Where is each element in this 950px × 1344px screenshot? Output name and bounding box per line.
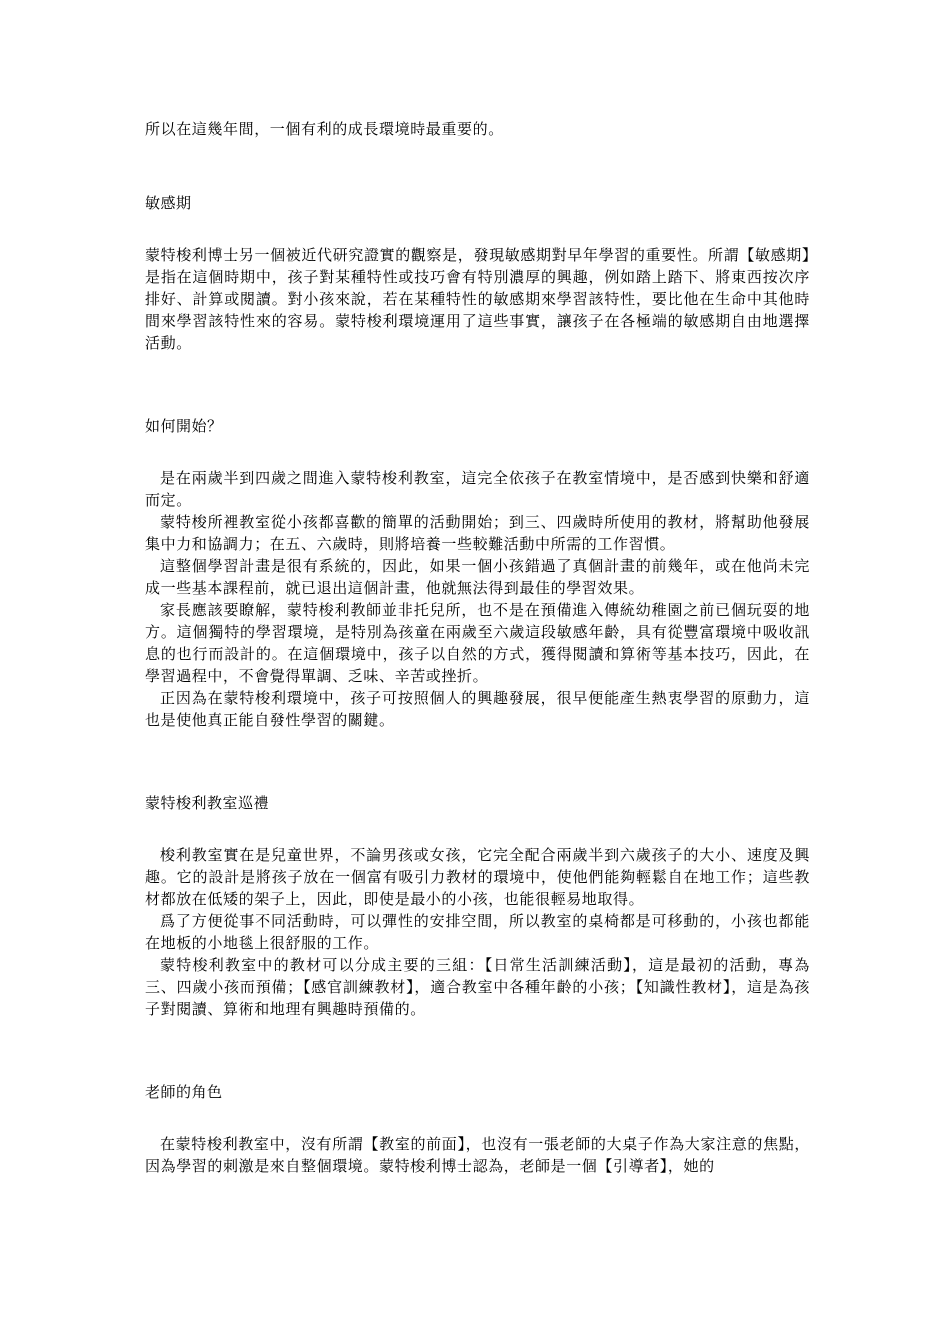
- paragraph-sensitive-1: 蒙特梭利博士另一個被近代研究證實的觀察是，發現敏感期對早年學習的重要性。所謂【敏感期】是指在這個時期中，孩子對某種特性或技巧會有特別濃厚的興趣，例如踏上踏下、將東西按次序排好、計算或閱讀。對小孩來說，若在某種特性的敏感期來學習該特性，要比他在生命中其他時間來學習該特性來的容易。蒙特梭利環境運用了這些事實，讓孩子在各極端的敏感期自由地選擇活動。: [145, 246, 810, 352]
- section-title-how-to-start: 如何開始？: [145, 417, 223, 435]
- paragraph-tour-2: 爲了方便從事不同活動時，可以彈性的安排空間，所以教室的桌椅都是可移動的，小孩也都能在地板的小地毯上很舒服的工作。: [145, 912, 810, 952]
- section-title-teacher-role: 老師的角色: [145, 1083, 223, 1101]
- paragraph-start-3: 這整個學習計畫是很有系統的，因此，如果一個小孩錯過了真個計畫的前幾年，或在他尚未完成一些基本課程前，就已退出這個計畫，他就無法得到最佳的學習效果。: [145, 557, 810, 597]
- section-title-sensitive-period: 敏感期: [145, 194, 192, 212]
- paragraph-tour-1: 梭利教室實在是兒童世界，不論男孩或女孩，它完全配合兩歲半到六歲孩子的大小、速度及興趣。它的設計是將孩子放在一個富有吸引力教材的環境中，使他們能夠輕鬆自在地工作；這些教材都放在低矮的架子上，因此，即使是最小的小孩，也能很輕易地取得。: [145, 846, 810, 908]
- paragraph-start-4: 家長應該要瞭解，蒙特梭利教師並非托兒所，也不是在預備進入傳統幼稚園之前已個玩耍的地方。這個獨特的學習環境，是特別為孩童在兩歲至六歲這段敏感年齡，具有從豐富環境中吸收訊息的也行而設計的。在這個環境中，孩子以自然的方式，獲得閱讀和算術等基本技巧，因此，在學習過程中，不會覺得單調、乏味、辛苦或挫折。: [145, 601, 810, 685]
- intro-line: 所以在這幾年間，一個有利的成長環境時最重要的。: [145, 120, 504, 138]
- paragraph-start-5: 正因為在蒙特梭利環境中，孩子可按照個人的興趣發展，很早便能產生熱衷學習的原動力，這也是使他真正能自發性學習的關鍵。: [145, 689, 810, 729]
- paragraph-teacher-1: 在蒙特梭利教室中，沒有所謂【教室的前面】，也沒有一張老師的大桌子作為大家注意的焦點，因為學習的刺激是來自整個環境。蒙特梭利博士認為，老師是一個【引導者】，她的: [145, 1135, 810, 1175]
- paragraph-tour-3: 蒙特梭利教室中的教材可以分成主要的三組：【日常生活訓練活動】，這是最初的活動，專為三、四歲小孩而預備；【感官訓練教材】，適合教室中各種年齡的小孩；【知識性教材】，這是為孩子對閱讀、算術和地理有興趣時預備的。: [145, 956, 810, 1018]
- document-page: [145, 118, 810, 1177]
- paragraph-start-2: 蒙特梭所裡教室從小孩都喜歡的簡單的活動開始；到三、四歲時所使用的教材，將幫助他發展集中力和協調力；在五、六歲時，則將培養一些較難活動中所需的工作習慣。: [145, 513, 810, 553]
- section-title-classroom-tour: 蒙特梭利教室巡禮: [145, 794, 270, 812]
- paragraph-start-1: 是在兩歲半到四歲之間進入蒙特梭利教室，這完全依孩子在教室情境中，是否感到快樂和舒適而定。: [145, 469, 810, 509]
